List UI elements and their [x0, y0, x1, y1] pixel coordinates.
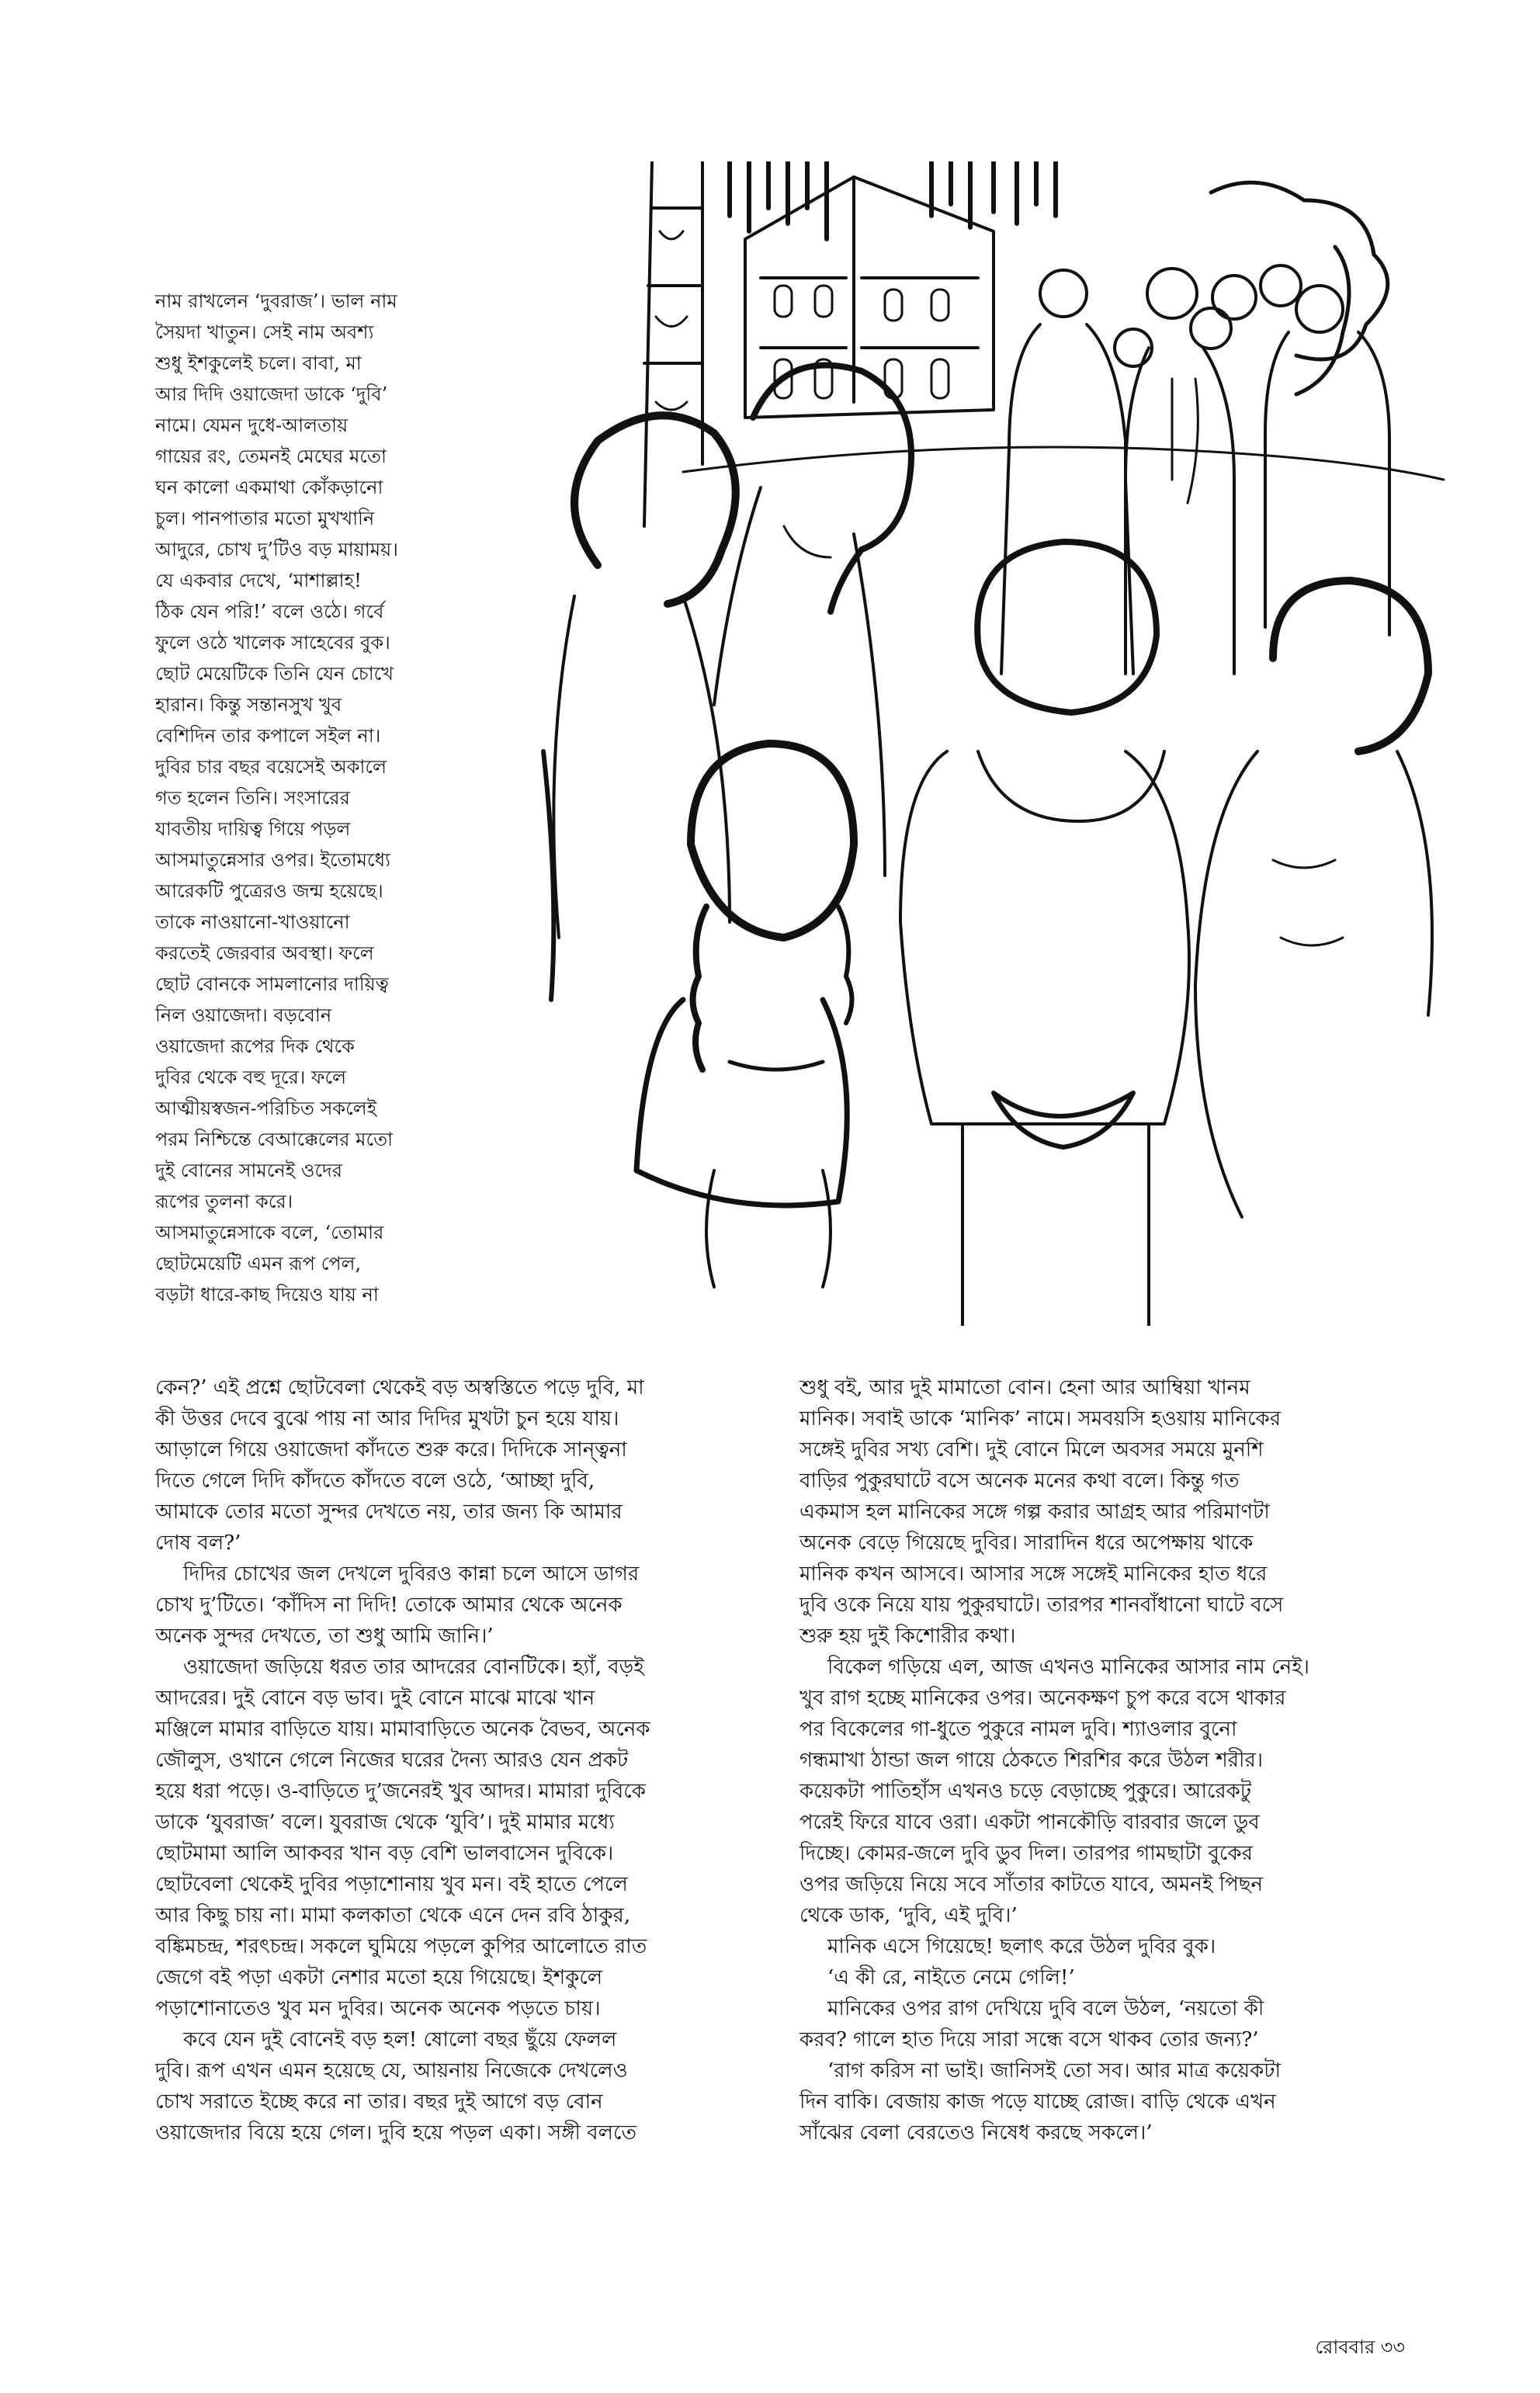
text-line: পরেই ফিরে যাবে ওরা। একটা পানকৌড়ি বারবার জলে ডুব — [799, 1811, 1260, 1834]
village-gathering-illustration-icon — [528, 161, 1459, 1326]
text-line: দিন বাকি। বেজায় কাজ পড়ে যাচ্ছে রোজ। বাড়ি থেকে এখন — [799, 2090, 1276, 2114]
text-line: ওয়াজেদা রূপের দিক থেকে — [155, 1035, 355, 1057]
text-line: যাবতীয় দায়িত্ব গিয়ে পড়ল — [155, 818, 351, 840]
text-line: মঞ্জিলে মামার বাড়িতে যায়। মামাবাড়িতে অনেক বৈভব, অনেক — [155, 1718, 650, 1741]
text-line: ওয়াজেদার বিয়ে হয়ে গেল। দুবি হয়ে পড়ল একা। সঙ্গী বলতে — [155, 2121, 636, 2145]
text-line: ছোটমামা আলি আকবর খান বড় বেশি ভালবাসেন দুবিকে। — [155, 1842, 614, 1865]
text-line: চোখ দু’টিতে। ‘কাঁদিস না দিদি! তোকে আমার থেকে অনেক — [155, 1594, 623, 1617]
text-line: কেন?’ এই প্রশ্নে ছোটবেলা থেকেই বড় অস্বস্তিতে পড়ে দুবি, মা — [155, 1376, 644, 1399]
text-line: রূপের তুলনা করে। — [155, 1191, 293, 1212]
left-text-column — [155, 1372, 753, 2148]
text-line: গন্ধমাখা ঠান্ডা জল গায়ে ঠেকতে শিরশির করে উঠল শরীর। — [799, 1749, 1264, 1772]
text-line: মানিক। সবাই ডাকে ‘মানিক’ নামে। সমবয়সি হওয়ায় মানিকের — [799, 1407, 1282, 1431]
text-line: ওয়াজেদা জড়িয়ে ধরত তার আদরের বোনটিকে। হ্যাঁ, বড়ই — [183, 1656, 644, 1679]
text-line: কী উত্তর দেবে বুঝে পায় না আর দিদির মুখটা চুন হয়ে যায়। — [155, 1407, 619, 1431]
text-line: দুই বোনের সামনেই ওদের — [155, 1160, 342, 1181]
text-line: বড়টা ধারে-কাছ দিয়েও যায় না — [155, 1284, 379, 1306]
text-line: যে একবার দেখে, ‘মাশাল্লাহ! — [155, 570, 362, 591]
text-line: ছোটমেয়েটি এমন রূপ পেল, — [155, 1253, 362, 1275]
text-line: ফুলে ওঠে খালেক সাহেবের বুক। — [155, 632, 390, 654]
right-text-column — [799, 1372, 1405, 2148]
text-line: দোষ বল?’ — [155, 1531, 241, 1555]
text-line: মানিক এসে গিয়েছে! ছলাৎ করে উঠল দুবির বুক। — [827, 1935, 1216, 1958]
text-line: ছোট মেয়েটিকে তিনি যেন চোখে — [155, 663, 394, 685]
text-line: বাড়ির পুকুরঘাটে বসে অনেক মনের কথা বলে। কিন্তু গত — [799, 1469, 1240, 1493]
text-line: একমাস হল মানিকের সঙ্গে গল্প করার আগ্রহ আর পরিমাণটা — [799, 1500, 1270, 1524]
text-line: বেশিদিন তার কপালে সইল না। — [155, 725, 381, 747]
text-line: ছোটবেলা থেকেই দুবির পড়াশোনায় খুব মন। বই হাতে পেলে — [155, 1873, 628, 1896]
text-line: দিদির চোখের জল দেখলে দুবিরও কান্না চলে আসে ডাগর — [183, 1562, 640, 1586]
text-line: ছোট বোনকে সামলানোর দায়িত্ব — [155, 973, 389, 995]
text-line: ঘন কালো একমাথা কোঁকড়ানো — [155, 477, 383, 498]
text-line: অনেক বেড়ে গিয়েছে দুবির। সারাদিন ধরে অপেক্ষায় থাকে — [799, 1531, 1254, 1555]
text-line: আমাকে তোর মতো সুন্দর দেখতে নয়, তার জন্য কি আমার — [155, 1500, 623, 1524]
text-line: শুধু ইশকুলেই চলে। বাবা, মা — [155, 352, 362, 374]
text-line: করতেই জেরবার অবস্থা। ফলে — [155, 942, 374, 964]
text-line: মানিকের ওপর রাগ দেখিয়ে দুবি বলে উঠল, ‘নয়তো কী — [827, 1997, 1264, 2020]
text-line: পর বিকেলের গা-ধুতে পুকুরে নামল দুবি। শ্যাওলার বুনো — [799, 1718, 1237, 1741]
text-line: পড়াশোনাতেও খুব মন দুবির। অনেক অনেক পড়তে চায়। — [155, 1997, 601, 2020]
text-line: নামে। যেমন দুধে-আলতায় — [155, 414, 349, 436]
text-line: দুবি ওকে নিয়ে যায় পুকুরঘাটে। তারপর শানবাঁধানো ঘাটে বসে — [799, 1594, 1284, 1617]
text-line: শুধু বই, আর দুই মামাতো বোন। হেনা আর আম্বিয়া খানম — [799, 1376, 1250, 1399]
text-line: তাকে নাওয়ানো-খাওয়ানো — [155, 911, 350, 933]
text-line: আর দিদি ওয়াজেদা ডাকে ‘দুবি’ — [155, 383, 388, 405]
text-line: খুব রাগ হচ্ছে মানিকের ওপর। অনেকক্ষণ চুপ করে বসে থাকার — [799, 1687, 1286, 1710]
text-line: অনেক সুন্দর দেখতে, তা শুধু আমি জানি।’ — [155, 1625, 494, 1648]
text-line: মানিক কখন আসবে। আসার সঙ্গে সঙ্গেই মানিকের হাত ধরে — [799, 1562, 1268, 1586]
text-line: জেগে বই পড়া একটা নেশার মতো হয়ে গিয়েছে। ইশকুলে — [155, 1966, 603, 1989]
text-line: জৌলুস, ওখানে গেলে নিজের ঘরের দৈন্য আরও যেন প্রকট — [155, 1749, 629, 1772]
text-line: কবে যেন দুই বোনেই বড় হল! ষোলো বছর ছুঁয়ে ফেলল — [183, 2028, 617, 2051]
text-line: বিকেল গড়িয়ে এল, আজ এখনও মানিকের আসার নাম নেই। — [827, 1656, 1309, 1679]
text-line: করব? গালে হাত দিয়ে সারা সন্ধে বসে থাকব তোর জন্য?’ — [799, 2028, 1259, 2051]
text-line: আসমাতুন্নেসাকে বলে, ‘তোমার — [155, 1222, 384, 1243]
text-line: কয়েকটা পাতিহাঁস এখনও চড়ে বেড়াচ্ছে পুকুরে। আরেকটু — [799, 1780, 1251, 1803]
text-line: ওপর জড়িয়ে নিয়ে সবে সাঁতার কাটতে যাবে, অমনই পিছন — [799, 1873, 1264, 1896]
text-line: সৈয়দা খাতুন। সেই নাম অবশ্য — [155, 321, 374, 343]
page-number: রোববার ৩৩ — [1315, 2336, 1405, 2358]
text-line: আসমাতুন্নেসার ওপর। ইতোমধ্যে — [155, 849, 390, 871]
text-line: ডাকে ‘যুবরাজ’ বলে। যুবরাজ থেকে ‘যুবি’। দুই মামার মধ্যে — [155, 1811, 615, 1834]
text-line: আদরের। দুই বোনে বড় ভাব। দুই বোনে মাঝে মাঝে খান — [155, 1687, 595, 1710]
text-line: আদুরে, চোখ দু’টিও বড় মায়াময়। — [155, 539, 398, 560]
text-line: হয়ে ধরা পড়ে। ও-বাড়িতে দু’জনেরই খুব আদর। মামারা দুবিকে — [155, 1780, 646, 1803]
text-line: ‘রাগ করিস না ভাই। জানিসই তো সব। আর মাত্র কয়েকটা — [827, 2059, 1281, 2083]
text-line: চোখ সরাতে ইচ্ছে করে না তার। বছর দুই আগে বড় বোন — [155, 2090, 603, 2114]
text-line: ‘এ কী রে, নাইতে নেমে গেলি!’ — [827, 1966, 1075, 1989]
text-line: নিল ওয়াজেদা। বড়বোন — [155, 1004, 332, 1026]
text-line: দুবির থেকে বহু দূরে। ফলে — [155, 1066, 347, 1088]
text-line: হারান। কিন্তু সন্তানসুখ খুব — [155, 694, 342, 716]
text-line: গায়ের রং, তেমনই মেঘের মতো — [155, 446, 387, 467]
text-line: ঠিক যেন পরি!’ বলে ওঠে। গর্বে — [155, 601, 384, 623]
text-line: বঙ্কিমচন্দ্র, শরৎচন্দ্র। সকলে ঘুমিয়ে পড়লে কুপির আলোতে রাত — [155, 1935, 647, 1958]
text-line: নাম রাখলেন ‘দুবরাজ’। ভাল নাম — [155, 290, 397, 312]
narrow-text-column — [155, 286, 489, 1310]
text-line: দিতে গেলে দিদি কাঁদতে কাঁদতে বলে ওঠে, ‘আচ্ছা দুবি, — [155, 1469, 595, 1493]
text-line: থেকে ডাক, ‘দুবি, এই দুবি।’ — [799, 1904, 1018, 1927]
text-line: আরেকটি পুত্রেরও জন্ম হয়েছে। — [155, 880, 383, 902]
text-line: দিচ্ছে। কোমর-জলে দুবি ডুব দিল। তারপর গামছাটা বুকের — [799, 1842, 1253, 1865]
text-line: চুল। পানপাতার মতো মুখখানি — [155, 508, 375, 529]
text-line: দুবির চার বছর বয়েসেই অকালে — [155, 756, 387, 778]
text-line: আর কিছু চায় না। মামা কলকাতা থেকে এনে দেন রবি ঠাকুর, — [155, 1904, 631, 1927]
text-line: সাঁঝের বেলা বেরতেও নিষেধ করছে সকলে।’ — [799, 2121, 1153, 2145]
text-line: দুবি। রূপ এখন এমন হয়েছে যে, আয়নায় নিজেকে দেখলেও — [155, 2059, 628, 2083]
text-line: আত্মীয়স্বজন-পরিচিত সকলেই — [155, 1098, 377, 1119]
text-line: আড়ালে গিয়ে ওয়াজেদা কাঁদতে শুরু করে। দিদিকে সান্ত্বনা — [155, 1438, 627, 1462]
text-line: গত হলেন তিনি। সংসারের — [155, 787, 350, 809]
text-line: সঙ্গেই দুবির সখ্য বেশি। দুই বোনে মিলে অবসর সময়ে মুনশি — [799, 1438, 1264, 1462]
text-line: শুরু হয় দুই কিশোরীর কথা। — [799, 1625, 1016, 1648]
text-line: পরম নিশ্চিন্তে বেআক্কেলের মতো — [155, 1129, 394, 1150]
story-illustration — [528, 161, 1459, 1326]
